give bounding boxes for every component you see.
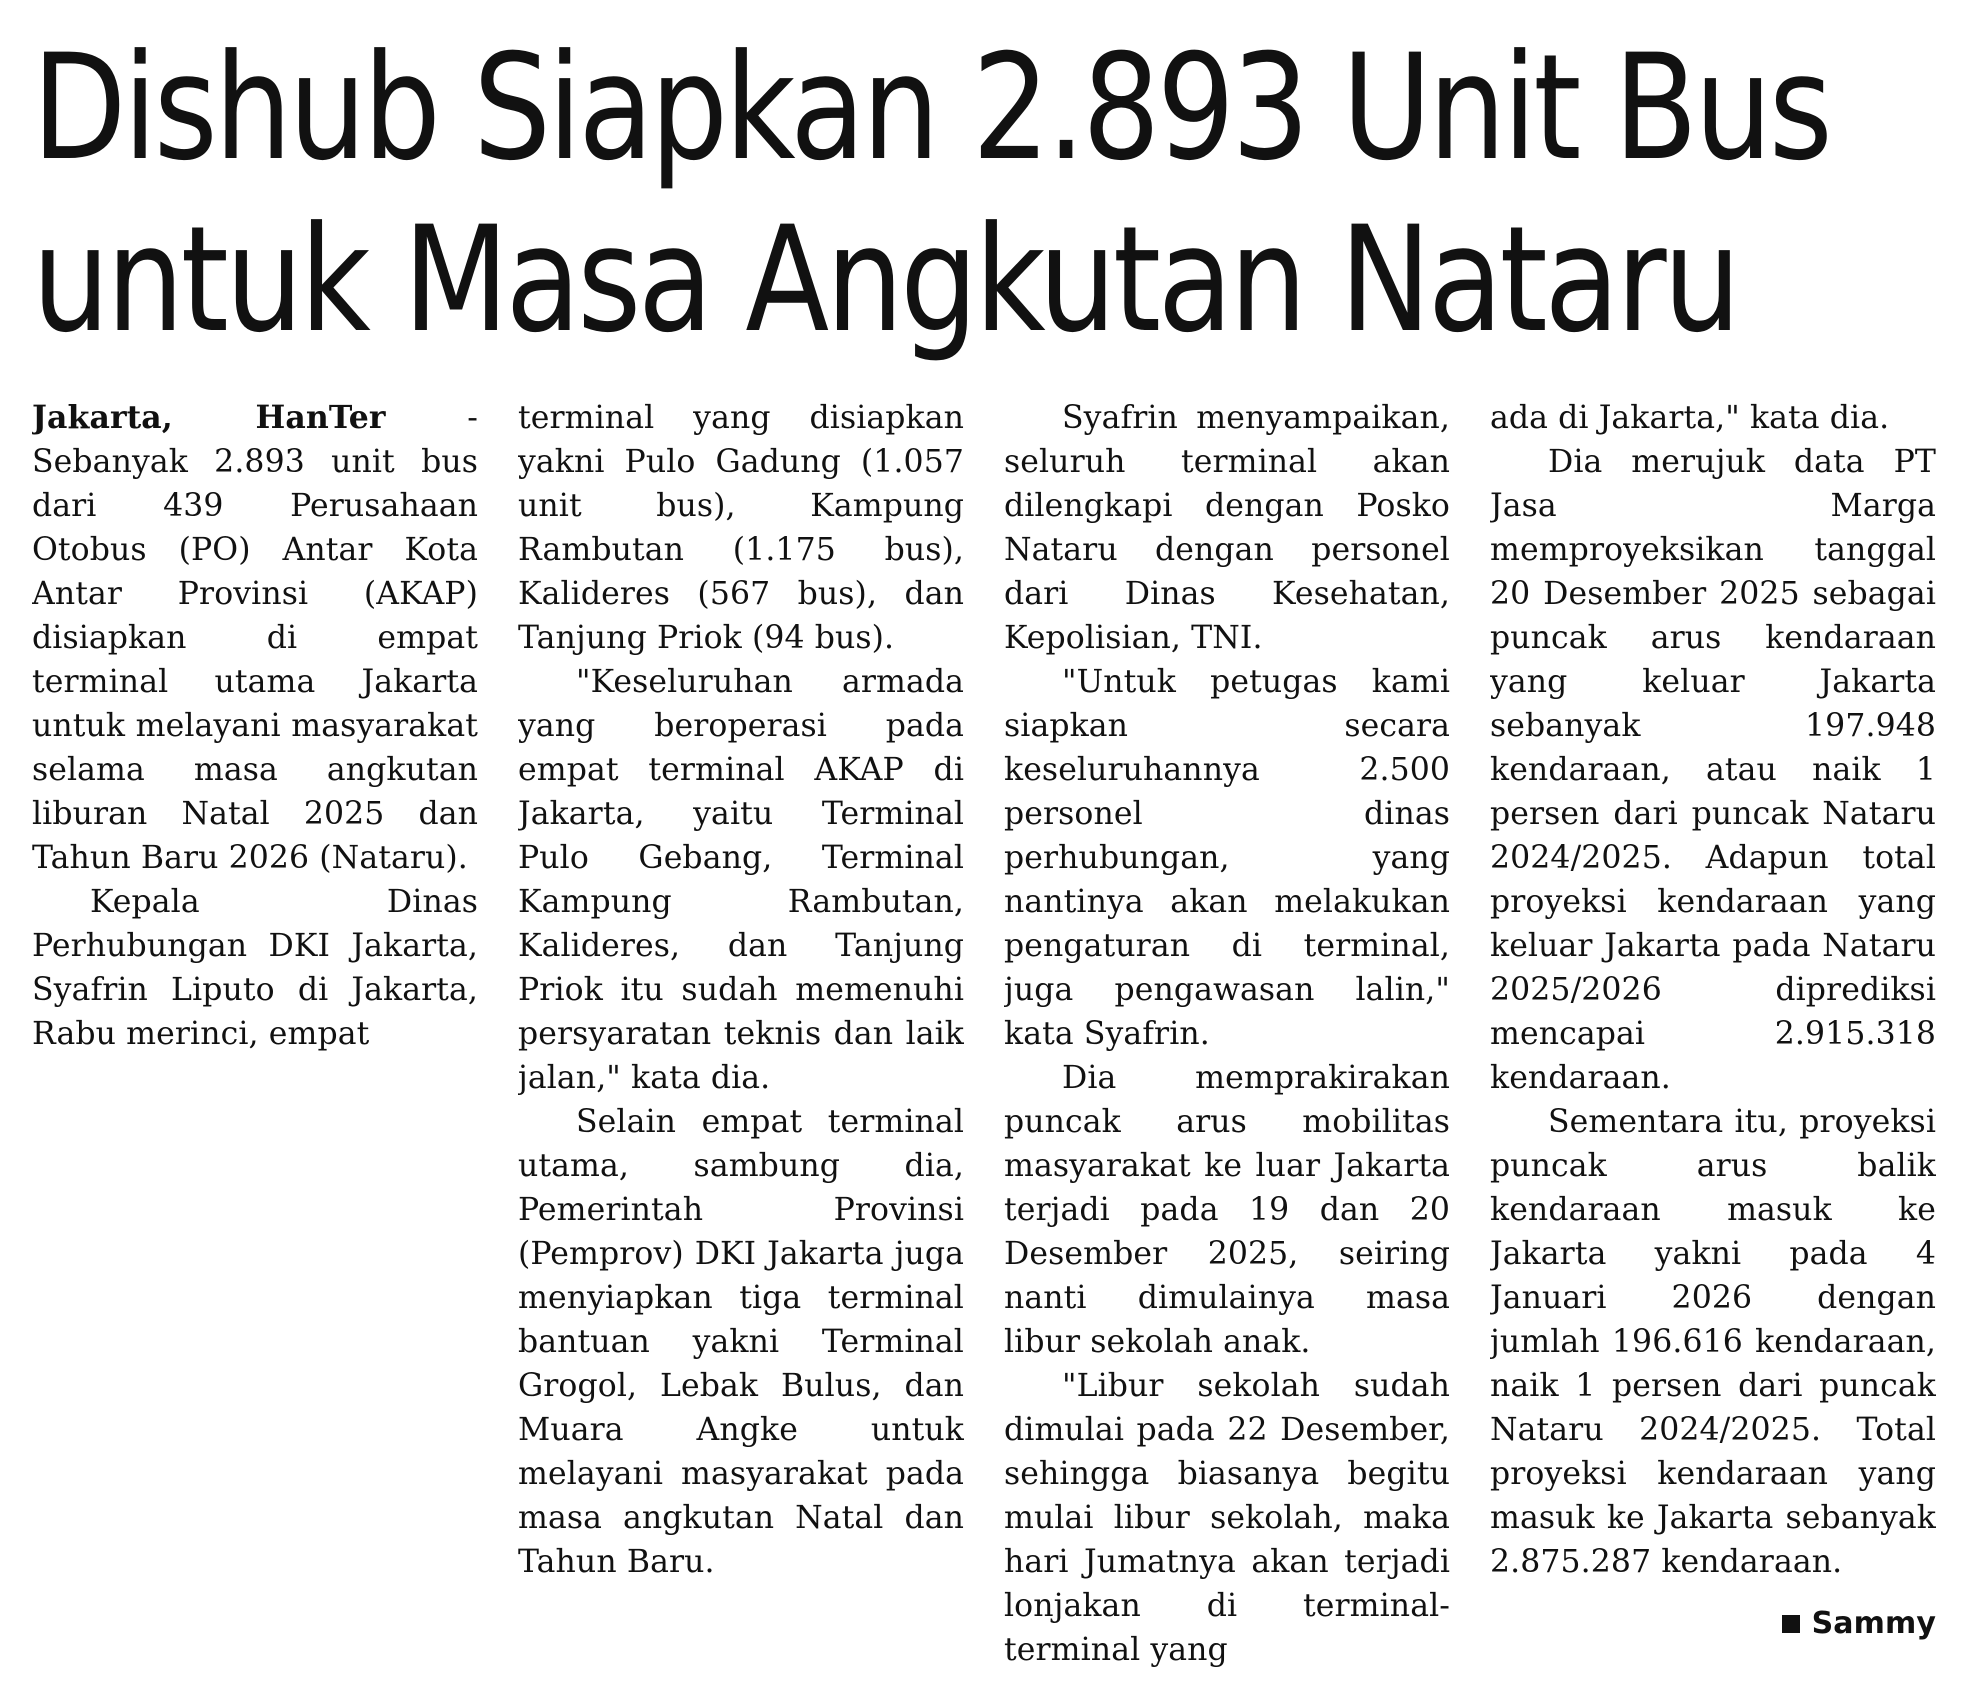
paragraph-text: - Sebanyak 2.893 unit bus dari 439 Perusahaan Otobus (PO) Antar Kota Antar Provinsi (AKAP) disiapkan di empat terminal utama Jakarta untuk melayani masyarakat selama masa angkutan liburan Natal 2025 dan Tahun Baru 2026 (Nataru). (32, 400, 478, 876)
paragraph: "Untuk petugas kami siapkan secara keseluruhannya 2.500 personel dinas perhubungan, yang nantinya akan melakukan pengaturan di terminal, juga pengawasan lalin," kata Syafrin. (1004, 664, 1450, 1052)
paragraph: Kepala Dinas Perhubungan DKI Jakarta, Syafrin Liputo di Jakarta, Rabu merinci, empat (32, 884, 478, 1052)
headline (32, 22, 1830, 366)
article-column-1 (32, 396, 478, 1676)
headline-line-2: untuk Masa Angkutan Nataru (32, 195, 1738, 365)
paragraph: Sementara itu, proyeksi puncak arus balik kendaraan masuk ke Jakarta yakni pada 4 Januari 2026 dengan jumlah 196.616 kendaraan, naik 1 persen dari puncak Nataru 2024/2025. Total proyeksi kendaraan yang masuk ke Jakarta sebanyak 2.875.287 kendaraan. (1490, 1104, 1936, 1580)
paragraph: Syafrin menyampaikan, seluruh terminal akan dilengkapi dengan Posko Nataru dengan personel dari Dinas Kesehatan, Kepolisian, TNI. (1004, 400, 1450, 656)
paragraph: Selain empat terminal utama, sambung dia, Pemerintah Provinsi (Pemprov) DKI Jakarta juga menyiapkan tiga terminal bantuan yakni Terminal Grogol, Lebak Bulus, dan Muara Angke untuk melayani masyarakat pada masa angkutan Natal dan Tahun Baru. (518, 1104, 964, 1580)
article-body (32, 396, 1936, 1676)
article-column-2 (518, 396, 964, 1676)
paragraph: Dia merujuk data PT Jasa Marga memproyeksikan tanggal 20 Desember 2025 sebagai puncak arus kendaraan yang keluar Jakarta sebanyak 197.948 kendaraan, atau naik 1 persen dari puncak Nataru 2024/2025. Adapun total proyeksi kendaraan yang keluar Jakarta pada Nataru 2025/2026 diprediksi mencapai 2.915.318 kendaraan. (1490, 444, 1936, 1096)
byline-square-icon (1782, 1615, 1800, 1633)
paragraph (32, 396, 478, 880)
paragraph: terminal yang disiapkan yakni Pulo Gadung (1.057 unit bus), Kampung Rambutan (1.175 bus), Kalideres (567 bus), dan Tanjung Priok (94 bus). (518, 400, 964, 656)
paragraph: Dia memprakirakan puncak arus mobilitas masyarakat ke luar Jakarta terjadi pada 19 dan 20 Desember 2025, seiring nanti dimulainya masa libur sekolah anak. (1004, 1060, 1450, 1360)
paragraph: "Libur sekolah sudah dimulai pada 22 Desember, sehingga biasanya begitu mulai libur sekolah, maka hari Jumatnya akan terjadi lonjakan di terminal-terminal yang (1004, 1368, 1450, 1668)
paragraph: ada di Jakarta," kata dia. (1490, 400, 1890, 436)
paragraph: "Keseluruhan armada yang beroperasi pada empat terminal AKAP di Jakarta, yaitu Terminal Pulo Gebang, Terminal Kampung Rambutan, Kalideres, dan Tanjung Priok itu sudah memenuhi persyaratan teknis dan laik jalan," kata dia. (518, 664, 964, 1096)
dateline: Jakarta, HanTer (32, 399, 386, 436)
headline-line-1: Dishub Siapkan 2.893 Unit Bus (32, 23, 1830, 193)
article-column-4 (1490, 396, 1936, 1676)
article-column-3 (1004, 396, 1450, 1676)
byline (1490, 1602, 1936, 1646)
byline-author: Sammy (1811, 1606, 1936, 1641)
